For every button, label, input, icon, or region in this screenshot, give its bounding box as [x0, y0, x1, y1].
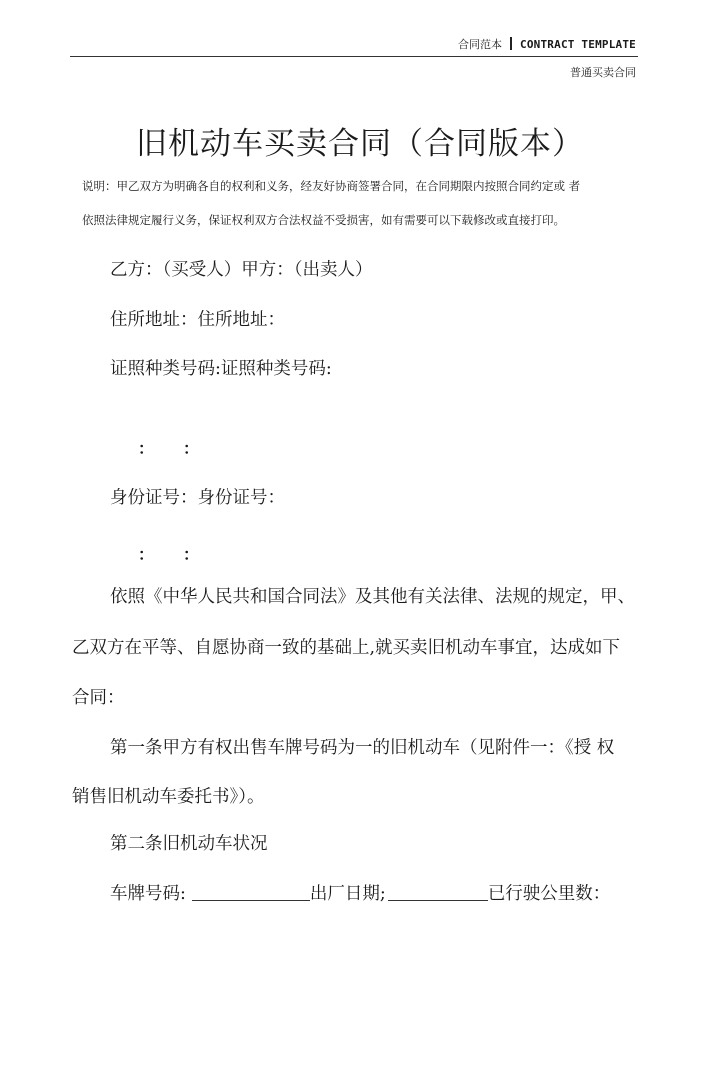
article-2-heading: 第二条旧机动车状况 — [110, 834, 268, 854]
header-subtitle: 普通买卖合同 — [570, 66, 636, 79]
colon-mark: ： — [183, 545, 200, 564]
mileage-label: 已行驶公里数： — [487, 884, 611, 904]
vehicle-info-line — [110, 880, 610, 905]
colon-mark: ： — [138, 439, 155, 458]
header-label-cn: 合同范本 — [458, 38, 503, 51]
page-header — [70, 34, 638, 57]
paragraph-1-line-2: 乙双方在平等、自愿协商一致的基础上,就买卖旧机动车事宜，达成如下 — [72, 638, 621, 658]
paragraph-1-line-3: 合同： — [72, 688, 125, 708]
factory-date-blank — [388, 882, 488, 901]
colon-mark: ： — [138, 545, 155, 564]
article-1-line-2: 销售旧机动车委托书》）。 — [72, 787, 265, 807]
article-1-line-1: 第一条甲方有权出售车牌号码为一的旧机动车（见附件一：《授 权 — [110, 738, 615, 758]
header-separator — [510, 37, 512, 50]
header-label — [458, 36, 636, 52]
note-line-1: 说明：甲乙双方为明确各自的权利和义务，经友好协商签署合同，在合同期限内按照合同约定或 者 — [82, 179, 581, 193]
colon-mark: ： — [183, 439, 200, 458]
plate-number-blank — [192, 882, 310, 901]
paragraph-1-line-1: 依照《中华人民共和国合同法》及其他有关法律、法规的规定，甲、 — [110, 587, 635, 607]
factory-date-label: 出厂日期; — [309, 884, 386, 904]
note-line-2: 依照法律规定履行义务，保证权利双方合法权益不受损害，如有需要可以下载修改或直接打印。 — [82, 213, 565, 227]
address-line: 住所地址：住所地址： — [110, 310, 285, 330]
plate-number-label: 车牌号码: — [110, 884, 186, 904]
parties-line: 乙方：（买受人）甲方：（出卖人） — [110, 260, 373, 280]
header-label-en: CONTRACT TEMPLATE — [520, 38, 636, 51]
certificate-line: 证照种类号码:证照种类号码: — [110, 359, 332, 379]
document-title: 旧机动车买卖合同（合同版本） — [136, 126, 584, 162]
id-card-line: 身份证号：身份证号： — [110, 488, 285, 508]
